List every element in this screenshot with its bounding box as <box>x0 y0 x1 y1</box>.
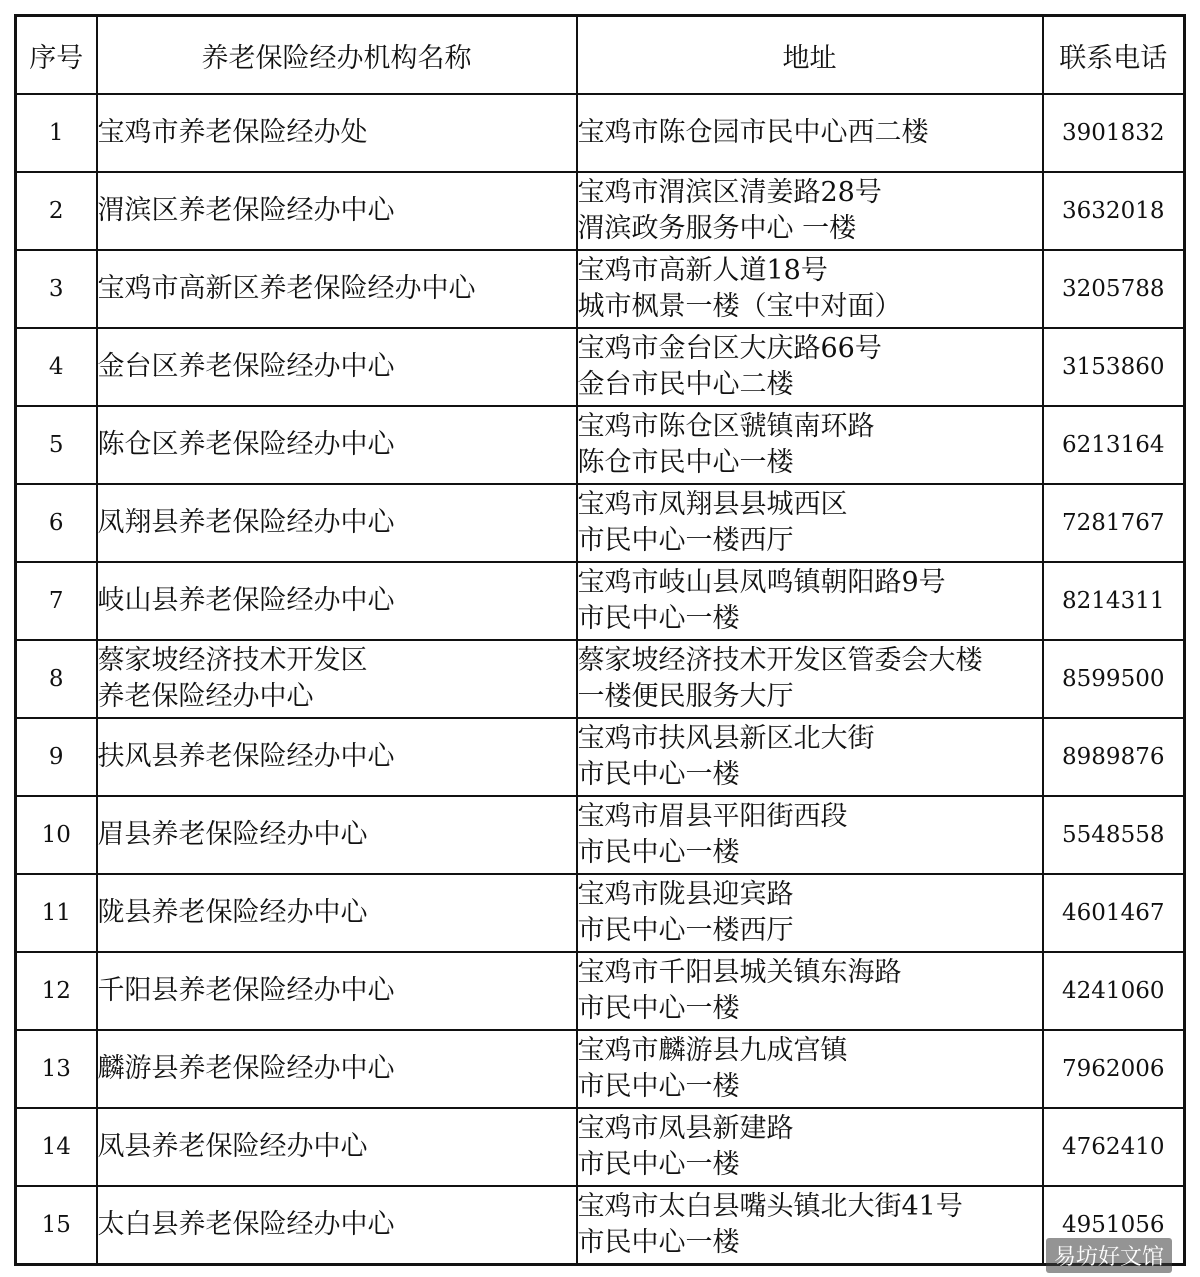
address-line: 宝鸡市凤县新建路 <box>577 1113 794 1144</box>
address-cell <box>577 250 1043 328</box>
office-name-line: 太白县养老保险经办中心 <box>97 1209 395 1240</box>
table-row <box>16 1108 1185 1186</box>
address-cell <box>577 562 1043 640</box>
office-name-line: 渭滨区养老保险经办中心 <box>97 195 395 226</box>
address-line: 宝鸡市陈仓区虢镇南环路 <box>577 411 875 442</box>
office-name-cell <box>97 1186 577 1265</box>
office-name-line: 陇县养老保险经办中心 <box>97 897 368 928</box>
table-row <box>16 1186 1185 1265</box>
office-name-cell <box>97 952 577 1030</box>
office-name-line: 千阳县养老保险经办中心 <box>97 975 395 1006</box>
table-row <box>16 484 1185 562</box>
phone-cell: 7281767 <box>1043 484 1185 562</box>
table-row <box>16 718 1185 796</box>
address-cell <box>577 874 1043 952</box>
address-line: 宝鸡市岐山县凤鸣镇朝阳路9号 <box>577 567 946 598</box>
address-cell <box>577 952 1043 1030</box>
row-index: 2 <box>16 172 97 250</box>
office-name-line: 宝鸡市高新区养老保险经办中心 <box>97 273 476 304</box>
address-line: 宝鸡市凤翔县县城西区 <box>577 489 848 520</box>
office-name-cell <box>97 484 577 562</box>
address-line: 宝鸡市陇县迎宾路 <box>577 879 794 910</box>
phone-cell: 4762410 <box>1043 1108 1185 1186</box>
table-row <box>16 952 1185 1030</box>
row-index: 5 <box>16 406 97 484</box>
table-row <box>16 328 1185 406</box>
table-row <box>16 406 1185 484</box>
office-name-line: 宝鸡市养老保险经办处 <box>97 117 368 148</box>
table-row <box>16 562 1185 640</box>
office-name-line: 麟游县养老保险经办中心 <box>97 1053 395 1084</box>
header-office-name: 养老保险经办机构名称 <box>97 16 577 95</box>
address-line: 市民中心一楼 <box>577 759 740 790</box>
office-name-line: 岐山县养老保险经办中心 <box>97 585 395 616</box>
phone-cell: 7962006 <box>1043 1030 1185 1108</box>
pension-office-table <box>14 14 1186 1266</box>
phone-cell: 4601467 <box>1043 874 1185 952</box>
table-row <box>16 250 1185 328</box>
row-index: 12 <box>16 952 97 1030</box>
address-line: 宝鸡市金台区大庆路66号 <box>577 333 882 364</box>
address-line: 陈仓市民中心一楼 <box>577 447 794 478</box>
row-index: 11 <box>16 874 97 952</box>
table-body <box>16 94 1185 1265</box>
header-address: 地址 <box>577 16 1043 95</box>
table-row <box>16 874 1185 952</box>
phone-cell: 5548558 <box>1043 796 1185 874</box>
phone-cell: 4951056 <box>1043 1186 1185 1265</box>
address-cell <box>577 1030 1043 1108</box>
address-line: 市民中心一楼 <box>577 837 740 868</box>
row-index: 10 <box>16 796 97 874</box>
office-name-line: 蔡家坡经济技术开发区 <box>97 645 368 676</box>
office-name-cell <box>97 1108 577 1186</box>
address-line: 宝鸡市麟游县九成宫镇 <box>577 1035 848 1066</box>
office-name-cell <box>97 796 577 874</box>
office-name-line: 凤县养老保险经办中心 <box>97 1131 368 1162</box>
office-name-cell <box>97 874 577 952</box>
address-line: 市民中心一楼 <box>577 603 740 634</box>
watermark: 易坊好文馆 <box>1046 1238 1172 1273</box>
office-name-line: 眉县养老保险经办中心 <box>97 819 368 850</box>
address-cell <box>577 796 1043 874</box>
office-name-line: 陈仓区养老保险经办中心 <box>97 429 395 460</box>
address-cell <box>577 328 1043 406</box>
row-index: 3 <box>16 250 97 328</box>
table-row <box>16 796 1185 874</box>
phone-cell: 8599500 <box>1043 640 1185 718</box>
address-cell <box>577 94 1043 172</box>
address-line: 市民中心一楼 <box>577 1071 740 1102</box>
row-index: 15 <box>16 1186 97 1265</box>
table-row <box>16 94 1185 172</box>
address-line: 金台市民中心二楼 <box>577 369 794 400</box>
address-line: 蔡家坡经济技术开发区管委会大楼 <box>577 645 983 676</box>
row-index: 6 <box>16 484 97 562</box>
office-name-cell <box>97 94 577 172</box>
table-row <box>16 640 1185 718</box>
phone-cell: 3153860 <box>1043 328 1185 406</box>
address-line: 城市枫景一楼（宝中对面） <box>577 291 902 322</box>
row-index: 9 <box>16 718 97 796</box>
address-line: 宝鸡市千阳县城关镇东海路 <box>577 957 902 988</box>
header-phone: 联系电话 <box>1043 16 1185 95</box>
row-index: 14 <box>16 1108 97 1186</box>
address-line: 渭滨政务服务中心 一楼 <box>577 213 857 244</box>
office-name-line: 扶风县养老保险经办中心 <box>97 741 395 772</box>
address-line: 宝鸡市高新人道18号 <box>577 255 828 286</box>
address-cell <box>577 484 1043 562</box>
phone-cell: 6213164 <box>1043 406 1185 484</box>
phone-cell: 4241060 <box>1043 952 1185 1030</box>
address-line: 市民中心一楼西厅 <box>577 525 794 556</box>
address-line: 市民中心一楼 <box>577 1227 740 1258</box>
office-name-cell <box>97 562 577 640</box>
office-name-line: 凤翔县养老保险经办中心 <box>97 507 395 538</box>
address-line: 市民中心一楼西厅 <box>577 915 794 946</box>
table-header-row <box>16 16 1185 95</box>
address-line: 宝鸡市扶风县新区北大街 <box>577 723 875 754</box>
address-cell <box>577 172 1043 250</box>
row-index: 8 <box>16 640 97 718</box>
address-cell <box>577 406 1043 484</box>
address-line: 市民中心一楼 <box>577 1149 740 1180</box>
address-cell <box>577 1186 1043 1265</box>
office-name-cell <box>97 406 577 484</box>
row-index: 13 <box>16 1030 97 1108</box>
office-name-cell <box>97 172 577 250</box>
header-index: 序号 <box>16 16 97 95</box>
address-line: 一楼便民服务大厅 <box>577 681 794 712</box>
row-index: 4 <box>16 328 97 406</box>
address-line: 宝鸡市陈仓园市民中心西二楼 <box>577 117 929 148</box>
office-name-cell <box>97 718 577 796</box>
address-cell <box>577 640 1043 718</box>
office-name-cell <box>97 1030 577 1108</box>
table-row <box>16 1030 1185 1108</box>
office-name-line: 养老保险经办中心 <box>97 681 314 712</box>
phone-cell: 3632018 <box>1043 172 1185 250</box>
address-line: 宝鸡市太白县嘴头镇北大街41号 <box>577 1191 963 1222</box>
row-index: 1 <box>16 94 97 172</box>
office-name-line: 金台区养老保险经办中心 <box>97 351 395 382</box>
phone-cell: 3901832 <box>1043 94 1185 172</box>
office-name-cell <box>97 640 577 718</box>
address-line: 宝鸡市眉县平阳街西段 <box>577 801 848 832</box>
address-line: 市民中心一楼 <box>577 993 740 1024</box>
row-index: 7 <box>16 562 97 640</box>
table-row <box>16 172 1185 250</box>
address-cell <box>577 718 1043 796</box>
phone-cell: 8214311 <box>1043 562 1185 640</box>
address-line: 宝鸡市渭滨区清姜路28号 <box>577 177 882 208</box>
address-cell <box>577 1108 1043 1186</box>
phone-cell: 8989876 <box>1043 718 1185 796</box>
phone-cell: 3205788 <box>1043 250 1185 328</box>
office-name-cell <box>97 328 577 406</box>
office-name-cell <box>97 250 577 328</box>
